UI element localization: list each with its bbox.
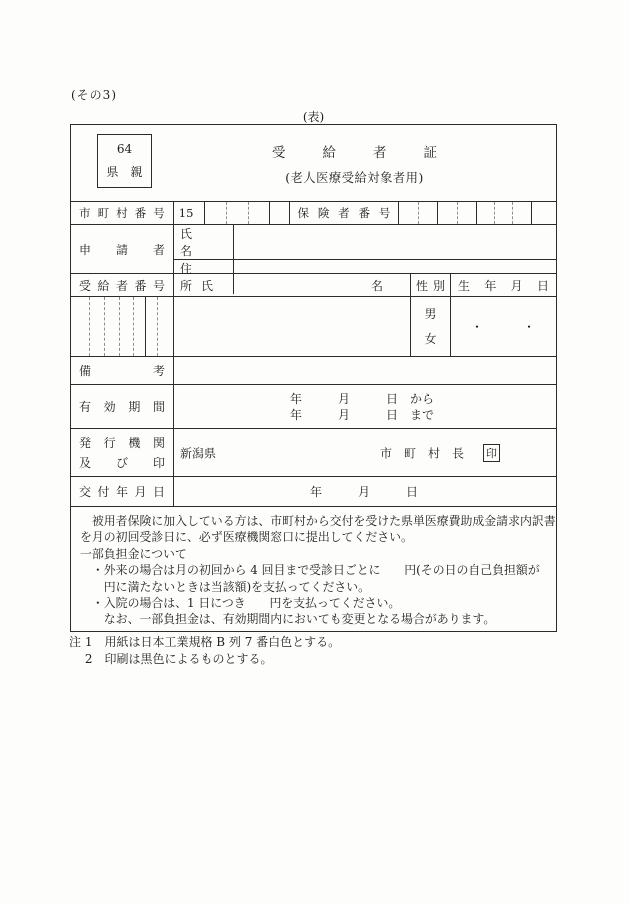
note-line: ・外来の場合は月の初回から 4 回目まで受診日ごとに 円(その日の自己負担額が [80, 563, 540, 578]
notes-block [71, 506, 556, 631]
validity-field [174, 385, 556, 428]
code-tags: 県 親 [106, 165, 143, 179]
code-number: 64 [116, 142, 133, 156]
remarks-label-cell [71, 357, 174, 384]
recipient-digit-cell [134, 297, 146, 356]
sex-option-cell [411, 297, 451, 356]
recipient-digit-cell [146, 297, 158, 356]
validity-to: 年 月 日 まで [290, 407, 435, 422]
sex-female-option: 女 [424, 331, 437, 346]
issuer-label-line2: 及 び 印 [79, 456, 165, 470]
note-line: 一部負担金について [80, 546, 187, 561]
recipient-value-row [71, 296, 556, 356]
issuer-row [71, 428, 556, 476]
insurer-digit-cell [477, 202, 495, 224]
applicant-name-label: 氏 名 [180, 227, 217, 258]
recipient-header-row [71, 273, 556, 296]
municipality-digit-cell [227, 202, 249, 224]
issue-date-label-cell [71, 477, 174, 506]
recipient-no-label: 受 給 者 番 号 [79, 278, 165, 293]
note-line: なお、一部負担金は、有効期間内においても変更となる場合があります。 [80, 612, 496, 627]
recipient-digit-cell [105, 297, 120, 356]
municipality-digit-cell [205, 202, 227, 224]
insurer-digit-cell [458, 202, 477, 224]
insurer-digit-cell [399, 202, 419, 224]
insurer-no-label: 保 険 者 番 号 [297, 206, 391, 220]
insurer-digit-cell [438, 202, 458, 224]
birth-label-cell [451, 274, 556, 296]
validity-label-cell [71, 385, 174, 428]
applicant-name-row [174, 225, 556, 259]
issuer-field [174, 429, 556, 476]
issuer-prefecture: 新潟県 [180, 446, 217, 460]
insurer-digit-cell [513, 202, 532, 224]
name-header-cell [174, 274, 411, 296]
footnote-line-2: 2 印刷は黒色によるものとする。 [69, 652, 273, 666]
validity-label: 有 効 期 間 [79, 400, 165, 414]
municipality-no-label-cell [71, 202, 174, 224]
recipient-digit-cell [71, 297, 90, 356]
face-label: (表) [302, 110, 325, 124]
recipient-no-digit-grid [71, 297, 174, 356]
certificate-subtitle: (老人医療受給対象者用) [285, 170, 424, 185]
issue-date-label: 交 付 年 月 日 [79, 485, 165, 499]
note-line: 被用者保険に加入している方は、市町村から交付を受けた県単医療費助成金請求内訳書 [80, 514, 556, 528]
sex-male-option: 男 [424, 306, 437, 321]
remarks-label: 備 考 [79, 364, 165, 378]
note-line: ・入院の場合は、1 日につき 円を支払ってください。 [80, 596, 401, 611]
remarks-field [174, 357, 556, 384]
insurer-digit-cell [495, 202, 513, 224]
insurer-no-label-cell [290, 202, 400, 224]
certificate-form [70, 124, 557, 632]
birth-date-label: 生 年 月 日 [458, 278, 549, 293]
applicant-name-field [234, 225, 556, 259]
note-line: を月の初回受診日に、必ず医療機関窓口に提出してください。 [80, 530, 413, 545]
insurer-digit-cell [419, 202, 438, 224]
municipality-prefix-cell: 15 [174, 202, 205, 224]
number-row [71, 201, 556, 224]
code-box [97, 134, 152, 188]
municipality-digit-cell [249, 202, 270, 224]
applicant-name-label-cell [174, 225, 234, 259]
page-corner-note: (その3) [71, 88, 117, 102]
seal-mark: 印 [483, 444, 500, 462]
recipient-digit-cell [90, 297, 105, 356]
name-header-left: 氏 [201, 278, 214, 293]
note-line: 円に満たないときは当該額)を支払ってください。 [80, 579, 371, 594]
remarks-row [71, 356, 556, 384]
title-row [71, 125, 556, 201]
issue-date-row [71, 476, 556, 506]
name-value-field [174, 297, 411, 356]
issuer-label-line1: 発 行 機 関 [79, 436, 165, 450]
recipient-no-label-cell [71, 274, 174, 296]
municipality-no-label: 市 町 村 番 号 [79, 206, 165, 220]
applicant-address-label: 住 所 [180, 262, 217, 293]
certificate-title: 受給者証 [272, 144, 474, 161]
municipality-check-digit-cell [270, 202, 290, 224]
recipient-digit-cell [120, 297, 135, 356]
applicant-label-cell [71, 225, 174, 273]
name-header-right: 名 [370, 278, 383, 293]
issue-date-field: 年 月 日 [310, 485, 419, 499]
validity-row [71, 384, 556, 428]
recipient-digit-cell [158, 297, 173, 356]
insurer-digit-cell [532, 202, 556, 224]
issuer-label-cell [71, 429, 174, 476]
birth-date-field: ・ ・ [470, 320, 536, 334]
applicant-label: 申 請 者 [79, 242, 165, 257]
footnote-line-1: 注 1 用紙は日本工業規格 B 列 7 番白色とする。 [69, 635, 341, 649]
sex-label: 性 別 [416, 278, 445, 293]
footnotes [69, 634, 340, 668]
issuer-mayor-title: 市 町 村 長 [380, 446, 465, 460]
validity-from: 年 月 日 から [290, 391, 435, 406]
sex-label-cell [411, 274, 451, 296]
title-block [153, 125, 556, 201]
